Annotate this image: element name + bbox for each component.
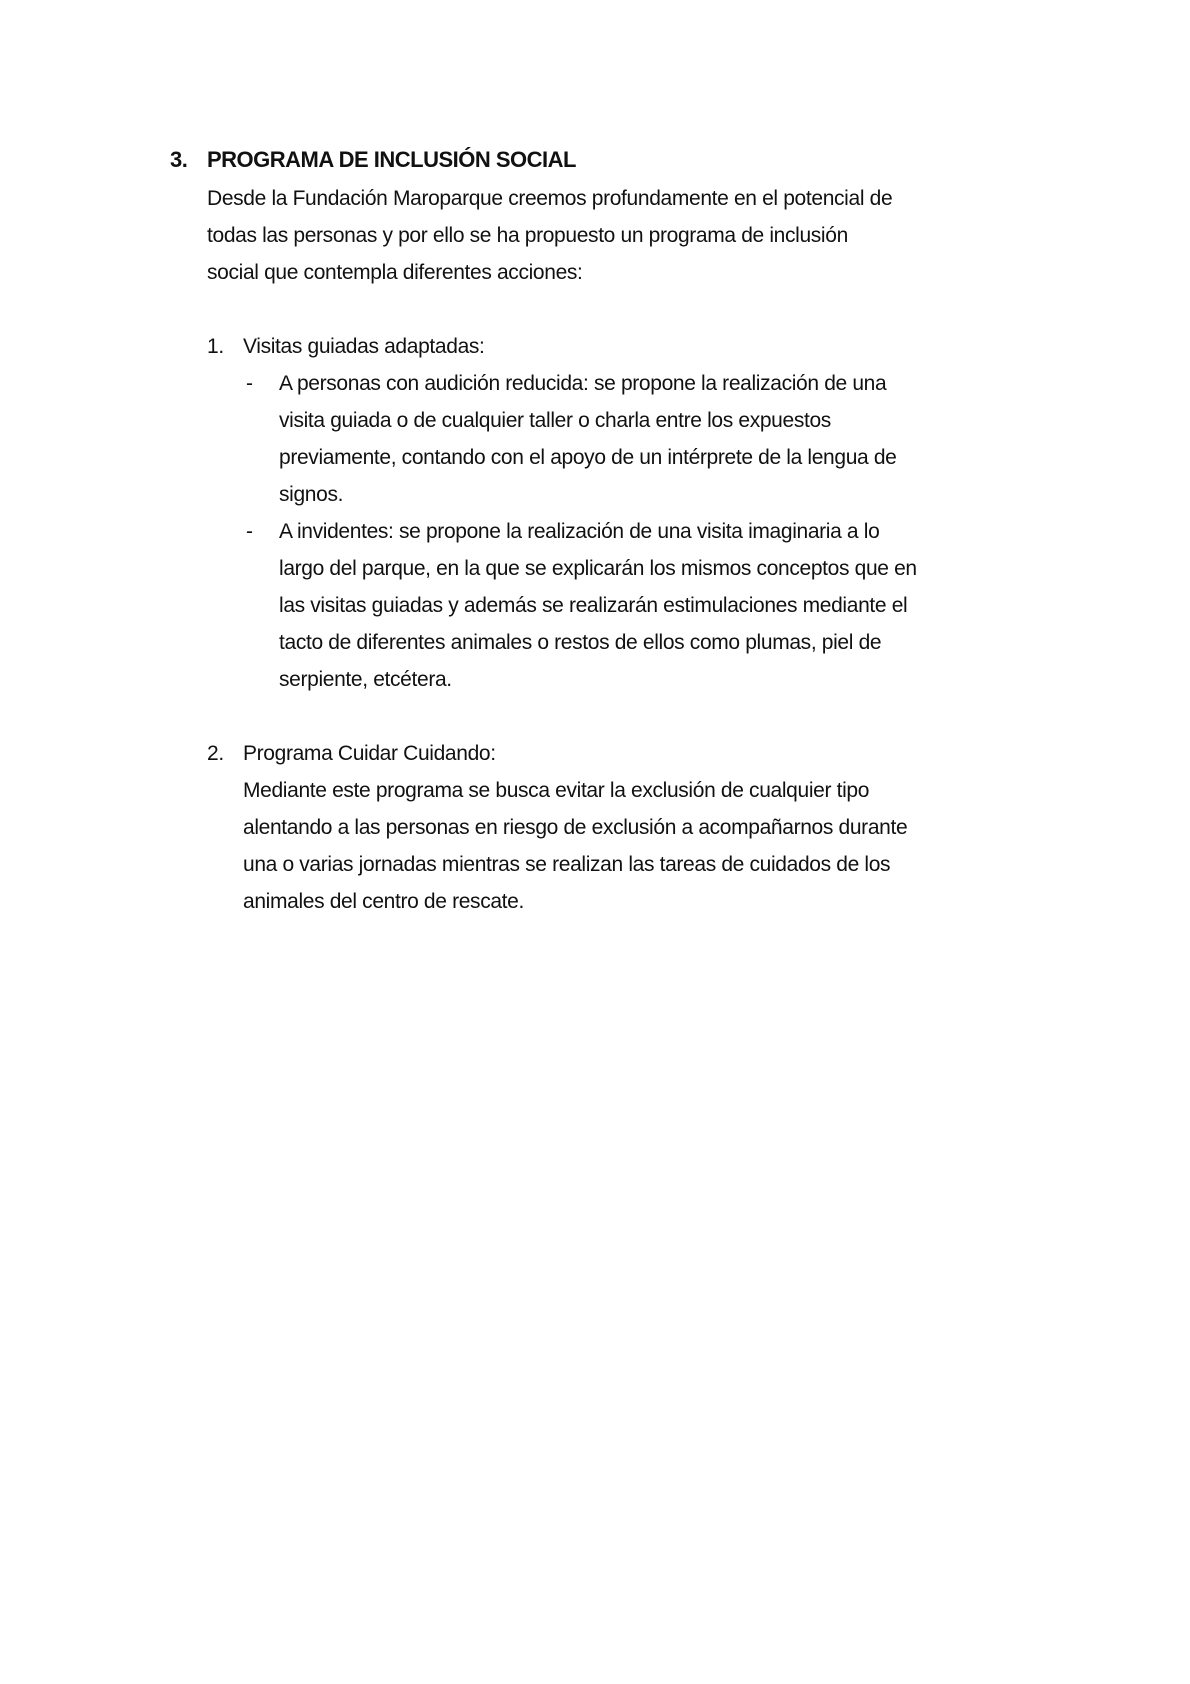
bullet-line: las visitas guiadas y además se realizarán estimulaciones mediante el xyxy=(279,594,908,617)
bullet-line: previamente, contando con el apoyo de un intérprete de la lengua de xyxy=(279,446,897,469)
bullet-line: A invidentes: se propone la realización de una visita imaginaria a lo xyxy=(279,520,880,543)
intro-line: social que contempla diferentes acciones: xyxy=(207,261,583,284)
item-number: 2. xyxy=(207,742,224,765)
bullet-line: visita guiada o de cualquier taller o charla entre los expuestos xyxy=(279,409,831,432)
bullet-marker: - xyxy=(246,520,253,543)
item-title: Visitas guiadas adaptadas: xyxy=(243,335,485,358)
item-body-line: alentando a las personas en riesgo de exclusión a acompañarnos durante xyxy=(243,816,908,839)
item-body-line: Mediante este programa se busca evitar la exclusión de cualquier tipo xyxy=(243,779,870,802)
section-number: 3. xyxy=(170,147,188,172)
item-number: 1. xyxy=(207,335,224,358)
item-title: Programa Cuidar Cuidando: xyxy=(243,742,496,765)
item-body-line: animales del centro de rescate. xyxy=(243,890,524,913)
bullet-line: tacto de diferentes animales o restos de ellos como plumas, piel de xyxy=(279,631,882,654)
intro-line: Desde la Fundación Maroparque creemos profundamente en el potencial de xyxy=(207,187,893,210)
bullet-line: serpiente, etcétera. xyxy=(279,668,452,691)
section-title: PROGRAMA DE INCLUSIÓN SOCIAL xyxy=(207,147,576,172)
bullet-line: signos. xyxy=(279,483,344,506)
intro-line: todas las personas y por ello se ha propuesto un programa de inclusión xyxy=(207,224,848,247)
bullet-line: A personas con audición reducida: se propone la realización de una xyxy=(279,372,887,395)
item-body-line: una o varias jornadas mientras se realizan las tareas de cuidados de los xyxy=(243,853,891,876)
bullet-line: largo del parque, en la que se explicarán los mismos conceptos que en xyxy=(279,557,917,580)
bullet-marker: - xyxy=(246,372,253,395)
